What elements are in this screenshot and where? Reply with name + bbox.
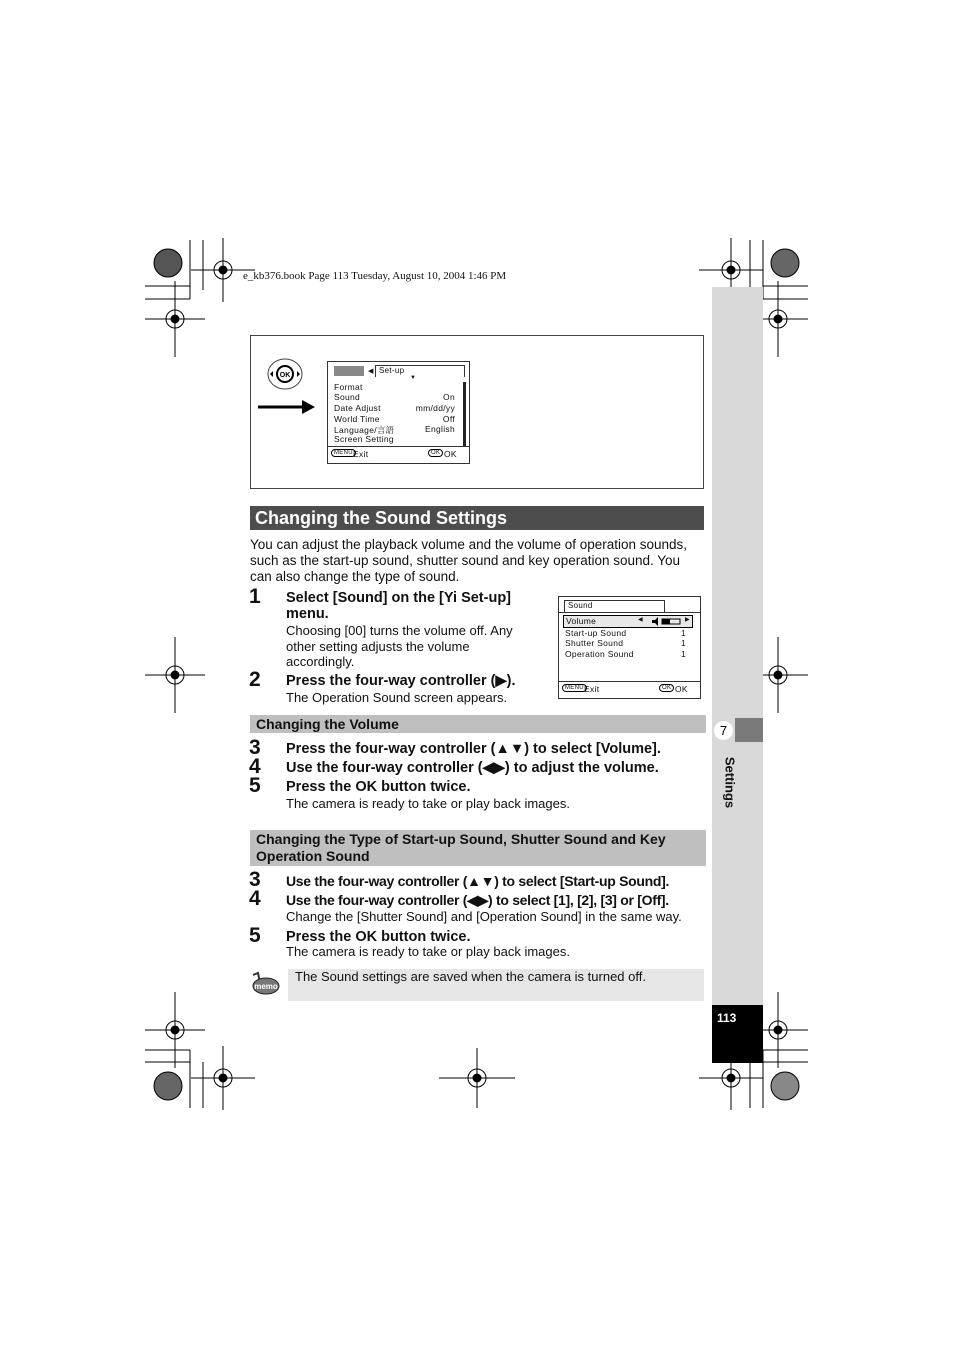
setup-item-language: Language/言語 English: [334, 424, 455, 435]
page-number: 113: [717, 1011, 737, 1025]
scrollbar: [463, 382, 466, 446]
chapter-label: Settings: [722, 756, 738, 809]
setup-item-sound: Sound On: [334, 392, 455, 402]
step-number: 3: [249, 736, 261, 759]
chapter-tab-background: [712, 287, 763, 1005]
memo-text: The Sound settings are saved when the camera is turned off.: [295, 969, 646, 984]
step-number: 5: [249, 774, 261, 797]
step-description: The camera is ready to take or play back images.: [286, 796, 570, 811]
setup-figure: [250, 335, 704, 489]
step-number: 4: [249, 755, 261, 778]
subsection-title: Changing the Type of Start-up Sound, Shutter Sound and Key Operation Sound: [250, 830, 706, 866]
menu-key-icon: MENU: [562, 684, 587, 692]
step-description: Change the [Shutter Sound] and [Operation Sound] in the same way.: [286, 909, 682, 924]
step-number: 4: [249, 887, 261, 910]
tab-pointer-icon: ▼: [410, 375, 417, 381]
setup-item-date: Date Adjust mm/dd/yy: [334, 403, 455, 413]
sound-item-shutter: Shutter Sound 1: [565, 638, 686, 648]
section-title: Changing the Sound Settings: [250, 506, 704, 530]
step-number: 3: [249, 868, 261, 891]
right-arrow-icon: ▶: [685, 617, 690, 623]
step-heading: Press the four-way controller (▲▼) to select [Volume].: [286, 741, 661, 757]
step-heading: Use the four-way controller (▲▼) to select [Start-up Sound].: [286, 873, 670, 889]
volume-row: Volume ◀ ▶: [563, 615, 693, 628]
exit-label: Exit: [584, 684, 600, 694]
exit-label: Exit: [353, 449, 369, 459]
subsection-title: Changing the Volume: [250, 715, 706, 733]
menu-key-icon: MENU: [331, 449, 356, 457]
step-number: 2: [249, 668, 261, 691]
step-heading: Press the OK button twice.: [286, 779, 471, 795]
step-description: The camera is ready to take or play back images.: [286, 944, 570, 959]
print-header: e_kb376.book Page 113 Tuesday, August 10, 2004 1:46 PM: [243, 270, 507, 282]
step-number: 1: [249, 585, 261, 608]
setup-item-format: Format: [334, 382, 363, 392]
step-heading: Press the OK button twice.: [286, 929, 471, 945]
chapter-bar: [735, 718, 763, 742]
sound-item-startup: Start-up Sound 1: [565, 628, 686, 638]
volume-bar: [652, 617, 682, 626]
right-arrow-icon: [258, 398, 316, 416]
step-heading: Select [Sound] on the [Yi Set-up] menu.: [286, 590, 512, 622]
step-description: Choosing [00] turns the volume off. Any other setting adjusts the volume accordingly.: [286, 623, 513, 669]
step-heading: Use the four-way controller (◀▶) to adjust the volume.: [286, 760, 659, 776]
left-arrow-icon: ◀: [638, 617, 643, 623]
tab-setup: Set-up: [375, 365, 465, 377]
intro-text: You can adjust the playback volume and the volume of operation sounds, such as the start-up sound, shutter sound and key operation sound. You can also change the type of sound.: [250, 537, 688, 584]
tab-camera-icon: [334, 366, 364, 376]
tab-sound: Sound: [564, 600, 665, 612]
step-number: 5: [249, 924, 261, 947]
step-heading: Use the four-way controller (◀▶) to select [1], [2], [3] or [Off].: [286, 892, 669, 908]
chapter-number: 7: [714, 721, 733, 740]
ok-label: OK: [675, 684, 688, 694]
four-way-controller-icon: [266, 357, 306, 391]
sound-item-operation: Operation Sound 1: [565, 649, 686, 659]
sound-menu-screen: [558, 596, 701, 699]
step-heading: Press the four-way controller (▶).: [286, 673, 516, 689]
tab-arrow-icon: ◀: [368, 368, 374, 375]
step-description: The Operation Sound screen appears.: [286, 690, 508, 705]
setup-menu-screen: [327, 361, 470, 464]
memo-icon: [250, 971, 280, 997]
ok-label: OK: [444, 449, 457, 459]
setup-item-screen: Screen Setting: [334, 434, 394, 444]
ok-key-icon: OK: [428, 449, 443, 457]
ok-key-icon: OK: [659, 684, 674, 692]
svg-text:memo: memo: [254, 982, 278, 991]
svg-text:OK: OK: [279, 372, 291, 379]
setup-item-world-time: World Time Off: [334, 414, 455, 424]
